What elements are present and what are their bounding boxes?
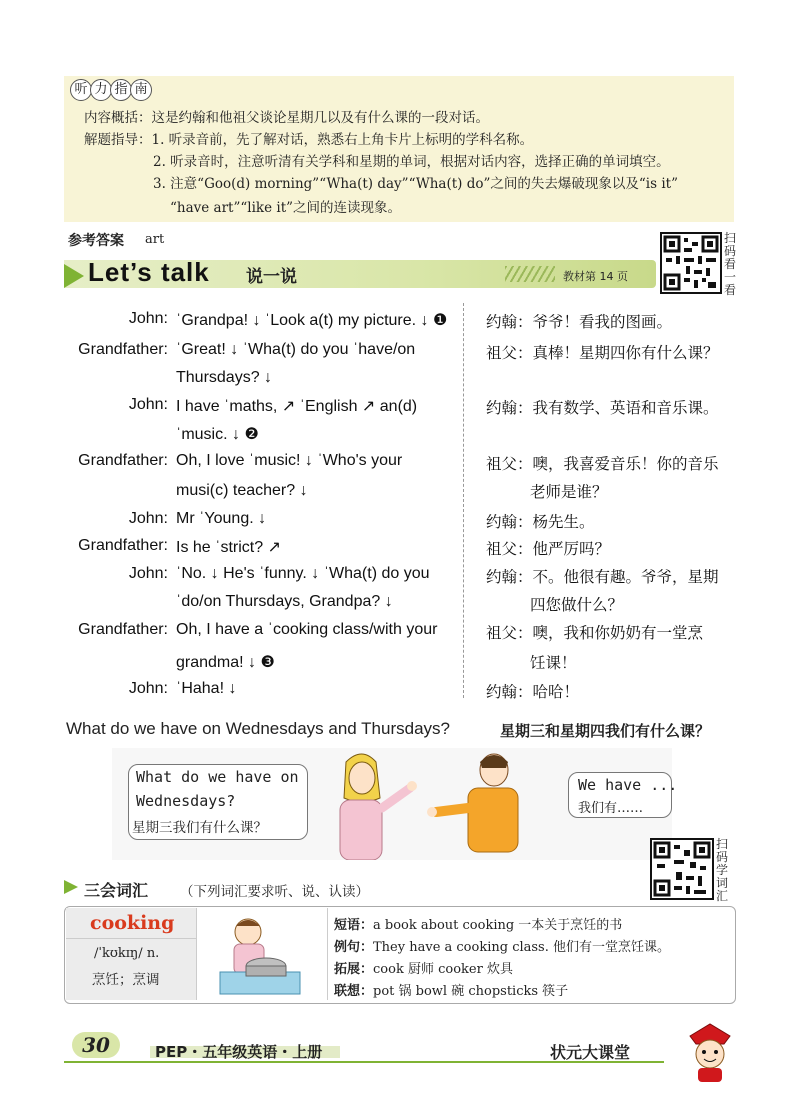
guide-tag-char: 指 — [110, 79, 132, 101]
vocab-meaning: 烹饪；烹调 — [92, 972, 160, 988]
dialogue-line: Is he ˈstrict? ↗ — [176, 539, 281, 556]
mascot-icon — [684, 1022, 736, 1082]
qr-scan-label: 扫 码 看 一 看 — [724, 231, 737, 297]
guide-tip: 3. 注意“Goo(d) morning”“Wha(t) day”“Wha(t) do”之间的失去爆破现象以及“is it” — [153, 176, 678, 192]
bubble-left-line: Wednesdays? — [136, 792, 236, 810]
vocab-heading: 三会词汇 — [84, 881, 149, 900]
dialogue-line: Mr ˈYoung. ↓ — [176, 510, 267, 527]
bubble-left-line: What do we have on — [136, 768, 299, 786]
guide-tag-char: 听 — [70, 79, 92, 101]
brand-name: 状元大课堂 — [550, 1043, 631, 1062]
dialogue-line: ˈNo. ↓ He's ˈfunny. ↓ ˈWha(t) do you — [176, 565, 430, 582]
dialogue-line: ˈHaha! ↓ — [176, 680, 237, 697]
speaker-label: Grandfather: — [78, 621, 168, 638]
section-subtitle: 说一说 — [246, 267, 297, 287]
vocab-note: （下列词汇要求听、说、认读） — [180, 884, 369, 900]
bubble-right-en: We have ... — [578, 776, 678, 794]
word-cell-divider — [66, 938, 196, 939]
speaker-label: John: — [128, 396, 168, 413]
answer-value: art — [145, 232, 165, 247]
cooking-girl-icon — [214, 914, 306, 996]
dialogue-translation: 祖父：他严厉吗？ — [486, 540, 611, 558]
vocab-qr-label: 扫 码 学 词 汇 — [716, 837, 729, 903]
dialogue-line: ˈGrandpa! ↓ ˈLook a(t) my picture. ↓ ❶ — [176, 312, 448, 329]
question-cn: 星期三和星期四我们有什么课？ — [500, 722, 711, 740]
dialogue-translation: 约翰：爷爷！看我的图画。 — [486, 313, 673, 331]
dialogue-translation: 约翰：我有数学、英语和音乐课。 — [486, 399, 719, 417]
dialogue-divider — [463, 303, 464, 698]
book-title: PEP・五年级英语・上册 — [155, 1043, 323, 1061]
vocab-qr-code-icon[interactable] — [650, 838, 714, 900]
vocab-association-row: 联想：pot 锅 bowl 碗 chopsticks 筷子 — [334, 984, 569, 999]
vocab-example-row: 例句：They have a cooking class. 他们有一堂烹饪课。 — [334, 940, 670, 955]
dialogue-line: Oh, I have a ˈcooking class/with your — [176, 621, 438, 638]
dialogue-line: Thursdays? ↓ — [176, 369, 273, 386]
banner-stripes — [505, 266, 555, 282]
dialogue-line: musi(c) teacher? ↓ — [176, 482, 308, 499]
guide-tag-char: 南 — [130, 79, 152, 101]
guide-tip: 2. 听录音时，注意听清有关学科和星期的单词，根据对话内容，选择正确的单词填空。 — [153, 154, 670, 170]
children-illustration-icon — [318, 748, 558, 860]
vocab-phrase-row: 短语：a book about cooking 一本关于烹饪的书 — [334, 918, 623, 933]
speaker-label: John: — [128, 680, 168, 697]
listening-guide-tag — [70, 79, 150, 99]
banner-triangle-icon — [64, 264, 84, 288]
dialogue-translation: 约翰：哈哈！ — [486, 683, 580, 701]
dialogue-line: I have ˈmaths, ↗ ˈEnglish ↗ an(d) — [176, 398, 418, 415]
guide-summary: 内容概括：这是约翰和他祖父谈论星期几以及有什么课的一段对话。 — [84, 110, 489, 126]
bubble-left-cn: 星期三我们有什么课？ — [132, 820, 267, 836]
vocab-extension-row: 拓展：cook 厨师 cooker 炊具 — [334, 962, 513, 977]
dialogue-translation: 祖父：噢，我喜爱音乐！你的音乐 — [486, 455, 719, 473]
vocab-word: cooking — [90, 912, 175, 934]
textbook-page-ref: 教材第 14 页 — [563, 270, 628, 283]
section-title: Let’s talk — [88, 257, 210, 287]
dialogue-translation: 老师是谁？ — [530, 483, 608, 501]
vocab-arrow-icon — [64, 880, 78, 894]
dialogue-line: grandma! ↓ ❸ — [176, 654, 275, 671]
guide-tip: “have art”“like it”之间的连读现象。 — [170, 200, 402, 216]
vocab-phonetic: /ˈkʊkɪŋ/ n. — [94, 946, 160, 961]
dialogue-translation: 约翰：杨先生。 — [486, 513, 595, 531]
dialogue-translation: 约翰：不。他很有趣。爷爷，星期 — [486, 568, 719, 586]
question-en: What do we have on Wednesdays and Thursdays? — [66, 719, 450, 738]
guide-tag-char: 力 — [90, 79, 112, 101]
dialogue-line: ˈGreat! ↓ ˈWha(t) do you ˈhave/on — [176, 341, 416, 358]
dialogue-line: Oh, I love ˈmusic! ↓ ˈWho's your — [176, 452, 403, 469]
answer-label: 参考答案 — [68, 233, 124, 249]
qr-code-icon[interactable] — [660, 232, 722, 294]
dialogue-translation: 饪课！ — [530, 654, 577, 672]
speaker-label: John: — [128, 510, 168, 527]
dialogue-line: ˈmusic. ↓ ❷ — [176, 426, 259, 443]
bubble-right-cn: 我们有…… — [578, 801, 644, 816]
dialogue-translation: 四您做什么？ — [530, 596, 624, 614]
guide-tip: 解题指导：1. 听录音前，先了解对话，熟悉右上角卡片上标明的学科名称。 — [84, 132, 534, 148]
speaker-label: Grandfather: — [78, 341, 168, 358]
dialogue-translation: 祖父：噢，我和你奶奶有一堂烹 — [486, 624, 704, 642]
dialogue-translation: 祖父：真棒！星期四你有什么课？ — [486, 344, 719, 362]
speaker-label: Grandfather: — [78, 452, 168, 469]
speaker-label: Grandfather: — [78, 537, 168, 554]
speaker-label: John: — [128, 310, 168, 327]
dialogue-line: ˈdo/on Thursdays, Grandpa? ↓ — [176, 593, 393, 610]
page-number: 30 — [72, 1032, 120, 1058]
speaker-label: John: — [128, 565, 168, 582]
